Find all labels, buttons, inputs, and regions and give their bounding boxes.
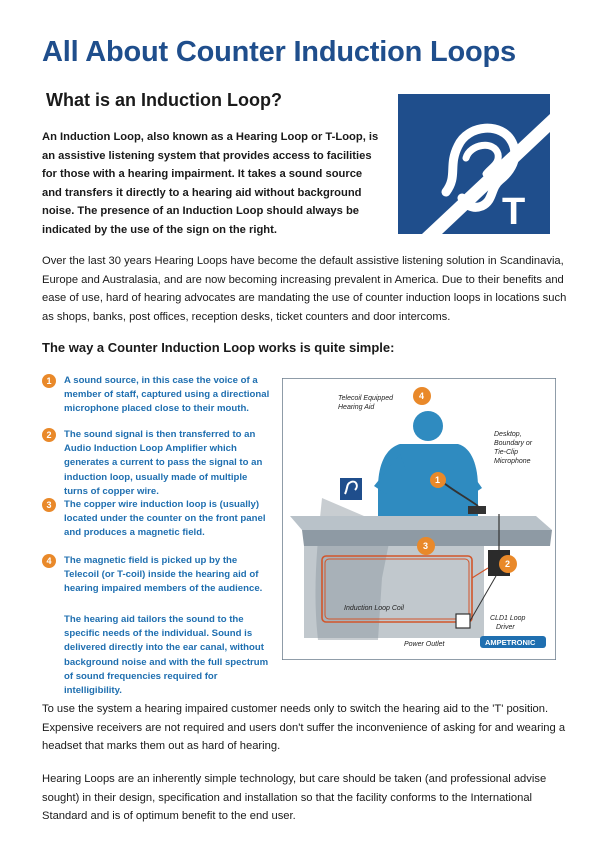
step-text: The magnetic field is picked up by the Telecoil (or T-coil) inside the hearing aid of hearing impaired members of the audience. — [64, 555, 263, 595]
diagram-badge-1: 1 — [435, 475, 441, 485]
label-mic-3: Tie-Clip — [494, 449, 519, 456]
diagram-badge-2: 2 — [505, 559, 511, 569]
diagram-badge-3: 3 — [423, 541, 429, 551]
diagram-badge-4: 4 — [419, 391, 425, 401]
history-paragraph: Over the last 30 years Hearing Loops have become the default assistive listening solution in Scandinavia, Europe and Australasia, and are now becoming increasing prevalent in America. Due to their benefits and ease of use, hard of hearing advocates are mandating the use of counter induction loops in locations such as shops, banks, post offices, reception desks, ticket counters and door intercoms. — [42, 255, 567, 323]
section-subtitle: What is an Induction Loop? — [46, 90, 282, 110]
sign-letter: T — [502, 191, 526, 233]
how-it-works-heading: The way a Counter Induction Loop works is quite simple: — [42, 340, 395, 355]
label-telecoil-1: Telecoil Equipped — [338, 395, 394, 402]
brand-logo: AMPETRONIC — [485, 638, 536, 647]
label-driver-2: Driver — [496, 624, 515, 631]
step-3 — [42, 498, 272, 541]
step-text: A sound source, in this case the voice of a member of staff, captured using a directional microphone placed close to their mouth. — [64, 375, 270, 415]
label-power-outlet: Power Outlet — [404, 641, 445, 648]
step-4 — [42, 554, 272, 597]
intro-paragraph: An Induction Loop, also known as a Hearing Loop or T-Loop, is an assistive listening system that provides access to facilities for those with a hearing impairment. It takes a sound source and transfers it directly to a hearing aid without background noise. The presence of an Induction Loop should always be indicated by the use of the sign on the right. — [42, 131, 379, 236]
label-mic-4: Microphone — [494, 458, 531, 465]
step-number-badge: 2 — [42, 428, 56, 442]
standards-paragraph: Hearing Loops are an inherently simple technology, but care should be taken (and professional advise sought) in their design, specification and installation so that the facility conforms to the International Standard and is of optimum benefit to the end user. — [42, 773, 547, 823]
step-1 — [42, 374, 272, 417]
page-title: All About Counter Induction Loops — [42, 36, 516, 68]
step-number-badge: 4 — [42, 554, 56, 568]
label-loop-coil: Induction Loop Coil — [344, 605, 404, 612]
power-outlet-icon — [456, 614, 470, 628]
label-telecoil-2: Hearing Aid — [338, 404, 375, 411]
step-2 — [42, 428, 272, 499]
label-mic-2: Boundary or — [494, 440, 533, 447]
label-mic-1: Desktop, — [494, 431, 522, 438]
step-text: The sound signal is then transferred to an Audio Induction Loop Amplifier which generates a current to pass the signal to an induction loop, usually made of multiple turns of copper wire. — [64, 429, 263, 497]
counter-top — [290, 516, 552, 530]
counter-loop-diagram — [282, 378, 556, 660]
hearing-loop-sign-icon — [398, 94, 550, 234]
step-number-badge: 3 — [42, 498, 56, 512]
step-text: The copper wire induction loop is (usually) located under the counter on the front panel and produces a magnetic field. — [64, 499, 266, 539]
usage-paragraph: To use the system a hearing impaired customer needs only to switch the hearing aid to the 'T' position. Expensive receivers are not required and users don't suffer the inconvenience of asking for and wearing a headset that marks them out as hard of hearing. — [42, 703, 566, 753]
step-number-badge: 1 — [42, 374, 56, 388]
staff-head-icon — [413, 411, 443, 441]
hearing-aid-note: The hearing aid tailors the sound to the specific needs of the individual. Sound is delivered directly into the ear canal, without background noise and with the full spectrum of sound frequencies required for intelligibility. — [64, 614, 269, 697]
label-driver-1: CLD1 Loop — [490, 615, 526, 622]
